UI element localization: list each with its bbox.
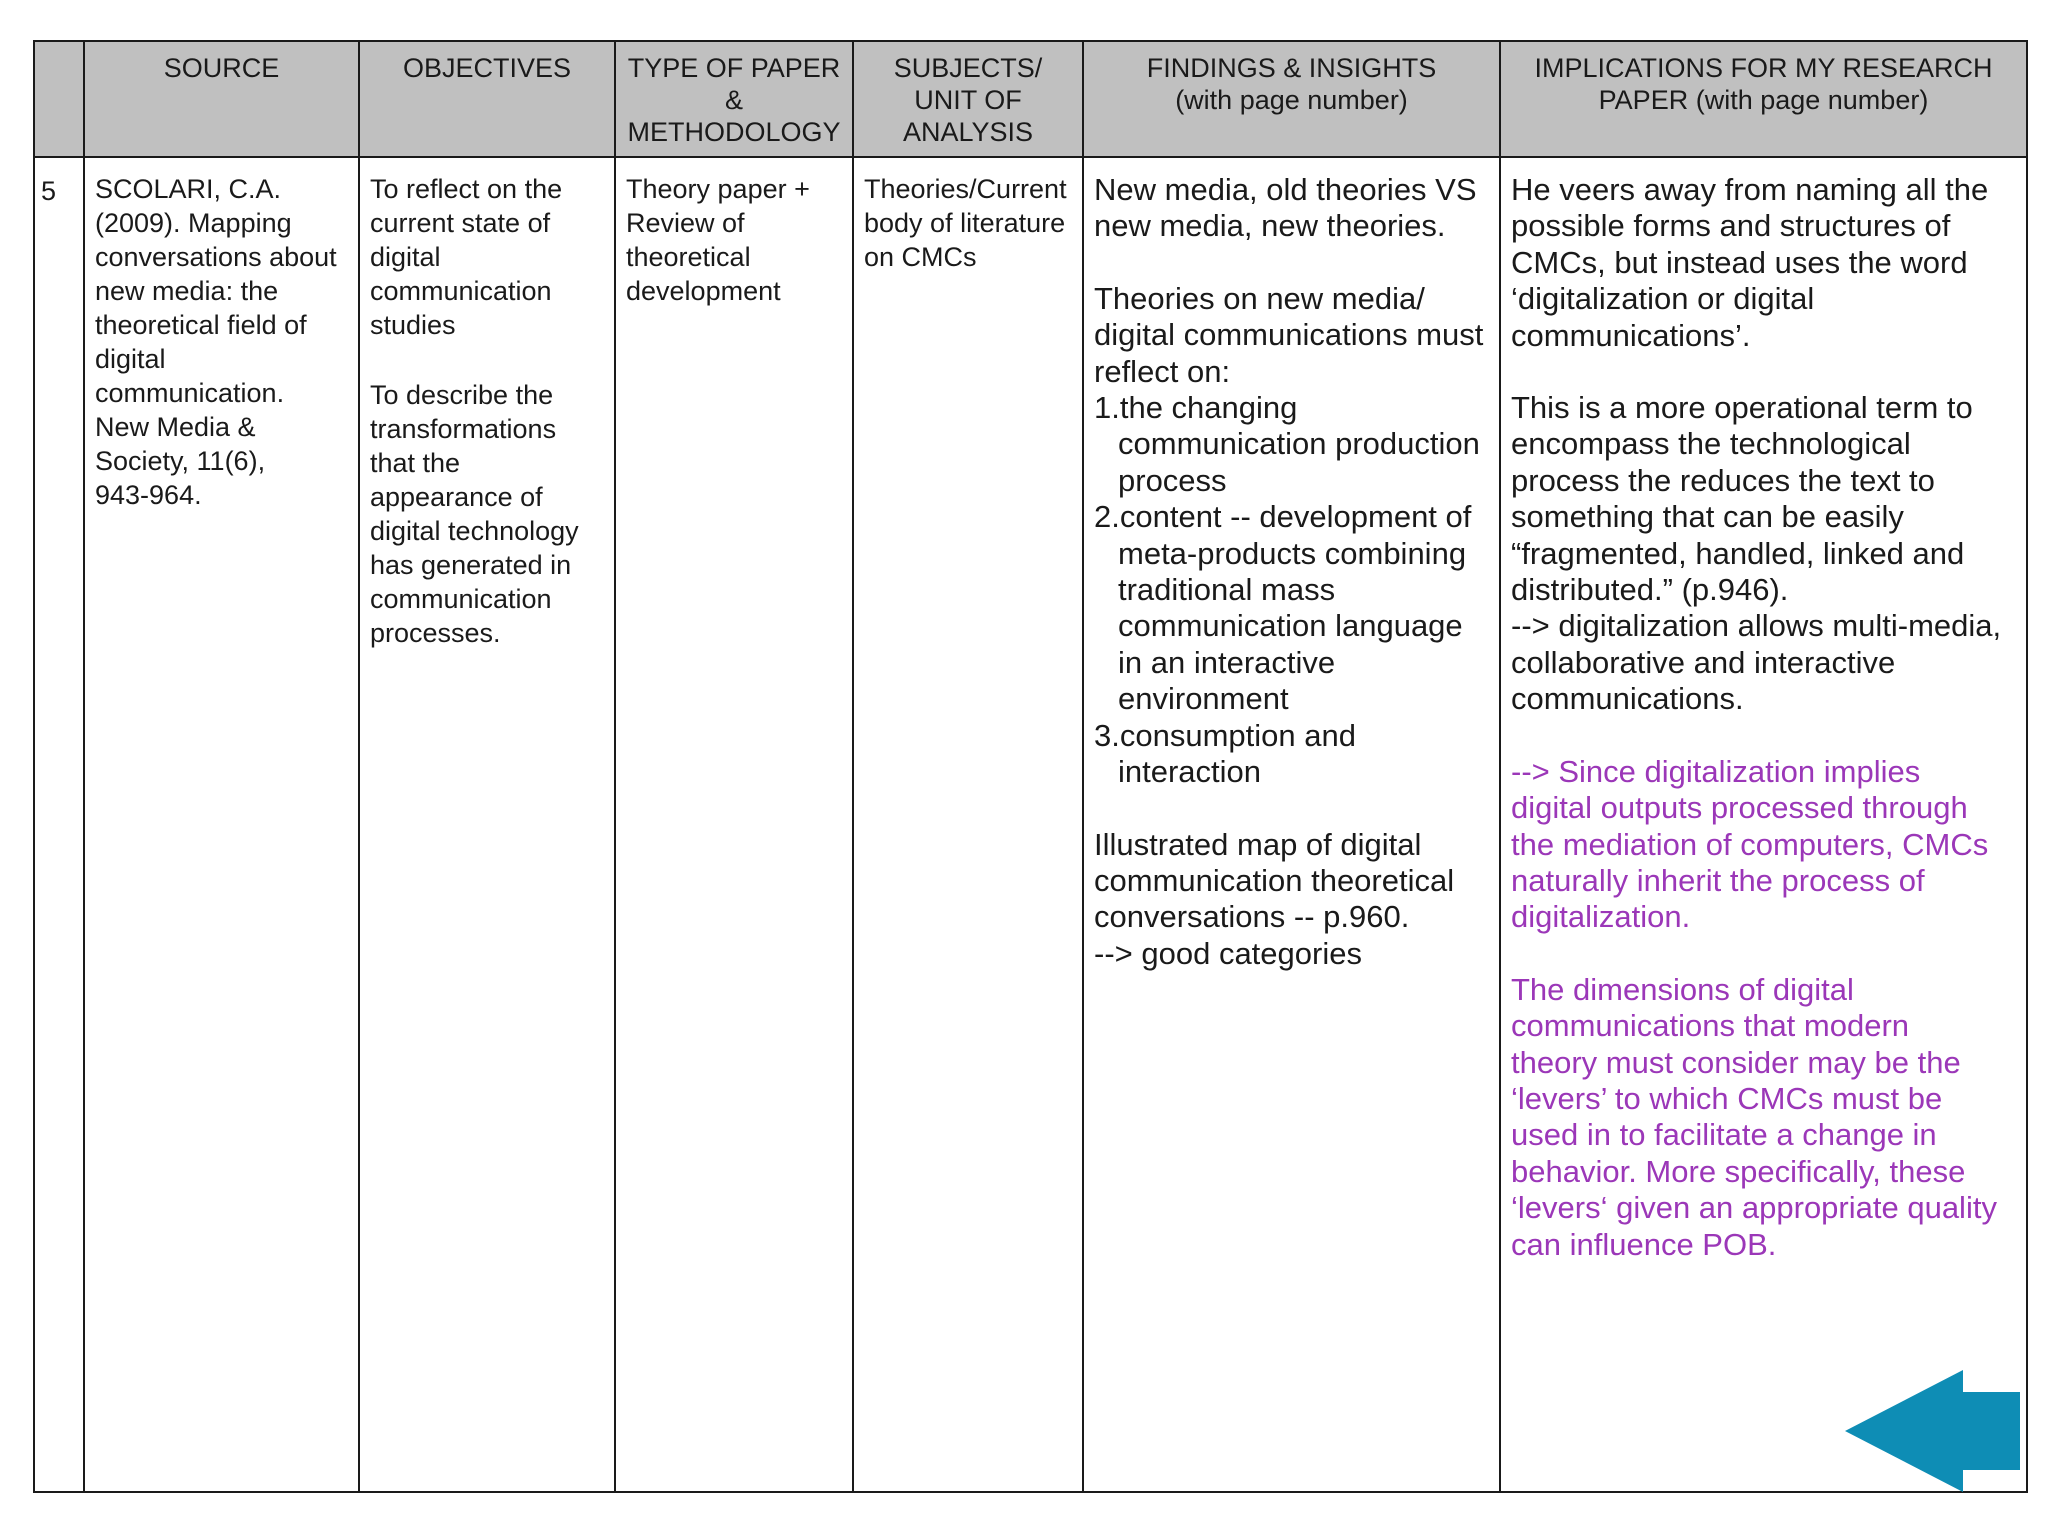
findings-list-item-2: [1094, 499, 1489, 717]
implications-highlight-p4-line: theory must consider may be the: [1511, 1044, 1961, 1080]
findings-map-line: --> good categories: [1094, 935, 1362, 971]
findings-reflect-line: Theories on new media/: [1094, 280, 1425, 316]
row-number: 5: [34, 157, 84, 1492]
implications-highlight-p4-line: used in to facilitate a change in: [1511, 1117, 1937, 1153]
objective-2: [370, 378, 604, 650]
implications-p1-line: CMCs, but instead uses the word: [1511, 244, 1968, 280]
subjects-text-line: on CMCs: [864, 242, 977, 272]
source-text-line: SCOLARI, C.A.: [95, 174, 282, 204]
header-findings-line: (with page number): [1175, 85, 1408, 115]
table-row: [34, 157, 2027, 1492]
source-text-line: New Media &: [95, 412, 256, 442]
source-text-line: digital: [95, 344, 166, 374]
type-text-line: development: [626, 276, 781, 306]
source-text-line: theoretical field of: [95, 310, 307, 340]
findings-list-item-2-line: environment: [1118, 681, 1289, 717]
implications-p2-line: --> digitalization allows multi-media,: [1511, 608, 2002, 644]
findings-list-item-1-line: process: [1118, 462, 1227, 498]
implications-highlight-p3-line: digitalization.: [1511, 899, 1691, 935]
header-type-of-paper-line: &: [724, 85, 743, 115]
source-text-line: Society, 11(6),: [95, 446, 266, 476]
objective-1-line: studies: [370, 310, 456, 340]
findings-list-item-2-line: meta-products combining: [1118, 535, 1467, 571]
implications-highlight-p4: [1511, 972, 2016, 1263]
left-arrow-icon[interactable]: [1845, 1370, 2020, 1492]
objective-1: [370, 172, 604, 342]
findings-list-item-1: [1094, 390, 1489, 499]
implications-p2-line: encompass the technological: [1511, 426, 1911, 462]
implications-highlight-p4-line: can influence POB.: [1511, 1226, 1777, 1262]
findings-list-item-2-line: communication language: [1118, 608, 1463, 644]
header-objectives: OBJECTIVES: [359, 41, 615, 157]
objective-1-line: To reflect on the: [370, 174, 563, 204]
subjects-text-line: body of literature: [864, 208, 1066, 238]
header-number: [34, 41, 84, 157]
header-source: SOURCE: [84, 41, 359, 157]
implications-p2-line: communications.: [1511, 681, 1744, 717]
findings-intro: [1094, 172, 1489, 245]
findings-intro-line: new media, new theories.: [1094, 208, 1446, 244]
implications-highlight-p3-line: the mediation of computers, CMCs: [1511, 826, 1989, 862]
header-row: [34, 41, 2027, 157]
findings-list-item-3-line: 3.consumption and: [1094, 717, 1356, 753]
findings-intro-line: New media, old theories VS: [1094, 172, 1477, 207]
header-implications-line: PAPER (with page number): [1598, 85, 1929, 115]
findings-list-item-2-line: in an interactive: [1118, 644, 1336, 680]
source-text: [95, 172, 348, 512]
implications-p1-line: He veers away from naming all the: [1511, 172, 1989, 207]
subjects-text-line: Theories/Current: [864, 174, 1067, 204]
objective-2-line: processes.: [370, 618, 501, 648]
findings-list-item-2-line: 2.content -- development of: [1094, 499, 1472, 535]
implications-p1-line: communications’.: [1511, 317, 1751, 353]
findings-list-item-2-line: traditional mass: [1118, 572, 1336, 608]
objective-2-line: transformations: [370, 414, 557, 444]
header-findings: [1083, 41, 1500, 157]
implications-highlight-p4-line: The dimensions of digital: [1511, 971, 1854, 1007]
header-subjects-line: SUBJECTS/: [893, 53, 1043, 83]
source-text-line: new media: the: [95, 276, 279, 306]
findings-cell: [1083, 157, 1500, 1492]
findings-reflect: [1094, 281, 1489, 390]
findings-reflect-line: digital communications must: [1094, 317, 1484, 353]
implications-p2-line: This is a more operational term to: [1511, 390, 1973, 426]
findings-reflect-line: reflect on:: [1094, 353, 1231, 389]
source-text-line: communication.: [95, 378, 285, 408]
arrow-shape[interactable]: [1845, 1370, 2020, 1492]
objective-2-line: that the: [370, 448, 461, 478]
header-implications-line: IMPLICATIONS FOR MY RESEARCH: [1534, 53, 1993, 83]
type-of-paper-cell: [615, 157, 853, 1492]
findings-map-line: Illustrated map of digital: [1094, 826, 1422, 862]
implications-p2-line: collaborative and interactive: [1511, 644, 1896, 680]
source-text-line: conversations about: [95, 242, 337, 272]
source-text-line: (2009). Mapping: [95, 208, 292, 238]
findings-map-line: communication theoretical: [1094, 862, 1455, 898]
header-type-of-paper-line: TYPE OF PAPER: [627, 53, 841, 83]
implications-highlight-p3: [1511, 754, 2016, 936]
findings-list-item-3: [1094, 718, 1489, 791]
header-implications: [1500, 41, 2027, 157]
implications-p1-line: ‘digitalization or digital: [1511, 281, 1815, 317]
header-type-of-paper: [615, 41, 853, 157]
objective-2-line: communication: [370, 584, 552, 614]
objective-2-line: appearance of: [370, 482, 543, 512]
implications-highlight-p3-line: digital outputs processed through: [1511, 790, 1968, 826]
subjects-cell: [853, 157, 1083, 1492]
implications-p2: [1511, 390, 2016, 718]
objective-2-line: has generated in: [370, 550, 572, 580]
findings-list-item-3-line: interaction: [1118, 754, 1262, 790]
subjects-text: [864, 172, 1072, 274]
implications-p1: [1511, 172, 2016, 354]
literature-review-table: [33, 40, 2028, 1493]
implications-p2-line: “fragmented, handled, linked and: [1511, 535, 1965, 571]
objective-1-line: communication: [370, 276, 552, 306]
implications-highlight-p4-line: behavior. More specifically, these: [1511, 1153, 1966, 1189]
implications-highlight-p4-line: communications that modern: [1511, 1008, 1910, 1044]
implications-p2-line: process the reduces the text to: [1511, 462, 1935, 498]
implications-highlight-p4-line: ‘levers’ to which CMCs must be: [1511, 1080, 1943, 1116]
implications-highlight-p3-line: --> Since digitalization implies: [1511, 753, 1921, 789]
implications-p1-line: possible forms and structures of: [1511, 208, 1951, 244]
objectives-cell: [359, 157, 615, 1492]
objective-1-line: current state of: [370, 208, 551, 238]
implications-p2-line: distributed.” (p.946).: [1511, 572, 1789, 608]
type-text-line: theoretical: [626, 242, 751, 272]
implications-p2-line: something that can be easily: [1511, 499, 1904, 535]
source-text-line: 943-964.: [95, 480, 202, 510]
findings-list-item-1-line: communication production: [1118, 426, 1480, 462]
objective-1-line: digital: [370, 242, 441, 272]
findings-map: [1094, 827, 1489, 973]
header-subjects-line: ANALYSIS: [902, 117, 1034, 147]
type-text: [626, 172, 842, 308]
findings-list-item-1-line: 1.the changing: [1094, 390, 1298, 426]
implications-highlight-p3-line: naturally inherit the process of: [1511, 862, 1925, 898]
implications-highlight-p4-line: ‘levers‘ given an appropriate quality: [1511, 1190, 1997, 1226]
header-subjects: [853, 41, 1083, 157]
type-text-line: Theory paper +: [626, 174, 810, 204]
source-cell: [84, 157, 359, 1492]
header-type-of-paper-line: METHODOLOGY: [627, 117, 841, 147]
objective-2-line: To describe the: [370, 380, 554, 410]
type-text-line: Review of: [626, 208, 745, 238]
header-findings-line: FINDINGS & INSIGHTS: [1146, 53, 1437, 83]
implications-cell: [1500, 157, 2027, 1492]
findings-map-line: conversations -- p.960.: [1094, 899, 1410, 935]
header-subjects-line: UNIT OF: [914, 85, 1022, 115]
objective-2-line: digital technology: [370, 516, 579, 546]
